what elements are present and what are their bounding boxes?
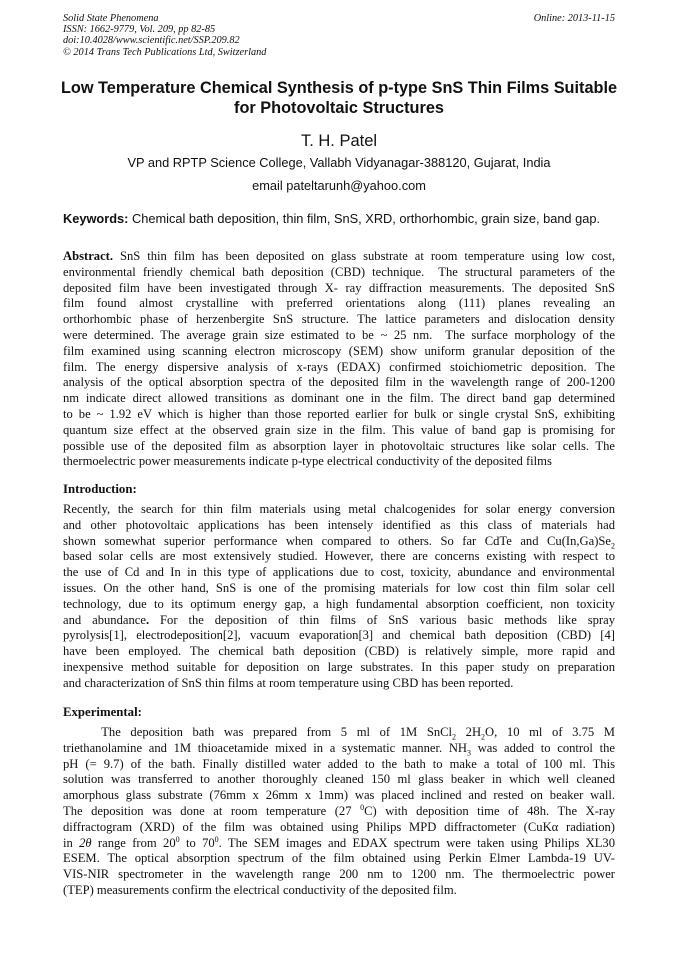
introduction-text: issues. On the other hand, SnS is one of the promising materials for low cost thin film solar cell: [63, 580, 615, 595]
abstract-text: orthorhombic phase of herzenbergite SnS structure. The lattice parameters and dislocation density: [63, 312, 615, 327]
introduction-text: the use of Cd and In in this type of applications due to cost, toxicity, abundance and environmental: [63, 565, 615, 580]
experimental-text: range from 20: [91, 835, 176, 850]
section-heading: Introduction:: [63, 482, 137, 496]
experimental-text: amorphous glass substrate (76mm x 26mm x 1mm) was placed inclined and rested on beaker wall.: [63, 788, 615, 803]
title-line: for Photovoltaic Structures: [234, 99, 444, 117]
experimental-text: The deposition bath was prepared from 5 ml of 1M SnCl: [63, 725, 453, 739]
experimental-text: VIS-NIR spectrometer in the wavelength range 200 nm to 1200 nm. The thermoelectric power: [63, 867, 615, 882]
paper-title: [40, 78, 638, 118]
abstract-label: Abstract.: [63, 249, 114, 263]
experimental-text: 0: [175, 834, 180, 844]
experimental-line: [63, 725, 615, 741]
email: email pateltarunh@yahoo.com: [252, 178, 426, 193]
keywords: [63, 211, 623, 227]
keywords-text: Chemical bath deposition, thin film, SnS, XRD, orthorhombic, grain size, band gap.: [128, 211, 601, 226]
experimental-line: [63, 867, 615, 883]
experimental-text: . The SEM images and EDAX spectrum were taken using Philips XL30: [218, 835, 616, 850]
abstract-text: to be ~ 1.92 eV which is higher than those reported earlier for bulk or single crystal SnS, exhibiting: [63, 406, 615, 421]
introduction-line: [63, 534, 615, 550]
experimental-body: [63, 725, 615, 899]
abstract-text: film examined using scanning electron microscopy (SEM) show uniform granular deposition of the: [63, 343, 615, 358]
abstract: [63, 249, 615, 470]
experimental-line: [63, 741, 615, 757]
abstract-line: [63, 312, 615, 328]
abstract-line: [63, 407, 615, 423]
abstract-text: environmental friendly chemical bath deposition (CBD) technique. The structural parameters of the: [63, 264, 615, 279]
experimental-text: ESEM. The optical absorption spectrum of the film obtained using Perkin Elmer Lambda-19 UV-: [63, 851, 615, 866]
author: T. H. Patel: [300, 132, 378, 150]
introduction-line: [63, 628, 615, 644]
experimental-line: [63, 788, 615, 804]
experimental-line: [63, 820, 615, 836]
doi: doi:10.4028/www.scientific.net/SSP.209.82: [63, 35, 240, 47]
abstract-text: SnS thin film has been deposited on glass substrate at room temperature using low cost,: [113, 249, 615, 263]
experimental-text: 2: [452, 732, 457, 742]
journal-header: [63, 13, 615, 58]
abstract-line: [63, 281, 615, 297]
experimental-text: solution was transferred to another thoroughly cleaned 150 ml glass beaker in which well cleaned: [63, 772, 615, 787]
experimental-text: diffractogram (XRD) of the film was obtained using Philips MPD diffractometer (CuKα radiation): [63, 819, 615, 834]
experimental-line: [63, 757, 615, 773]
journal-name: Solid State Phenomena: [63, 13, 159, 24]
experimental-text: in: [63, 835, 80, 850]
experimental-text: 2θ: [79, 835, 92, 850]
abstract-text: film found almost crystalline with preferred orientations along (111) planes revealing an: [63, 296, 615, 311]
experimental-text: O, 10 ml of 3.75 M: [485, 725, 615, 739]
introduction-text: based solar cells are most extensively studied. However, there are concerns existing with respect to: [63, 549, 615, 564]
experimental-text: to 70: [179, 835, 215, 850]
abstract-text: analysis of the optical absorption spectra of the deposited film in the wavelength range of 200-1200: [63, 375, 615, 390]
copyright: © 2014 Trans Tech Publications Ltd, Switzerland: [63, 46, 267, 58]
abstract-text: nm indicate direct allowed transitions as dominant one in the film. The direct band gap determined: [63, 391, 615, 406]
section-heading: Experimental:: [63, 705, 142, 719]
introduction-body: [63, 502, 615, 692]
title-line: Low Temperature Chemical Synthesis of p-type SnS Thin Films Suitable: [60, 79, 618, 97]
introduction-text: Recently, the search for thin film materials using metal chalcogenides for solar energy conversion: [63, 502, 615, 516]
introduction-section: [63, 481, 615, 692]
experimental-line: [63, 836, 615, 852]
introduction-text: technology, due to its optimum energy gap, a high fundamental absorption coefficient, non toxicity: [63, 596, 615, 611]
abstract-text: quantum size effect at the observed grain size in the film. This value of band gap is promising for: [63, 422, 615, 437]
abstract-text: deposited film have been investigated through X- ray diffraction measurements. The deposited SnS: [63, 280, 615, 295]
introduction-line: [63, 597, 615, 613]
abstract-line: [63, 360, 615, 376]
experimental-text: was added to control the: [471, 740, 615, 755]
experimental-text: 3: [467, 748, 472, 758]
experimental-line: [63, 851, 615, 867]
introduction-line: [63, 613, 615, 629]
experimental-line: [63, 883, 615, 899]
introduction-line: [63, 549, 615, 565]
abstract-line: [63, 439, 615, 455]
abstract-text: thermoelectric power measurements indicate p-type electrical conductivity of the deposited films: [63, 454, 552, 469]
affiliation: VP and RPTP Science College, Vallabh Vidyanagar-388120, Gujarat, India: [127, 155, 551, 170]
abstract-line: [63, 249, 615, 265]
introduction-text: pyrolysis[1], electrodeposition[2], vacuum evaporation[3] and chemical bath deposition (CBD) [4]: [63, 628, 615, 643]
experimental-text: 0: [360, 802, 365, 812]
abstract-text: film. The energy dispersive analysis of x-rays (EDAX) confirmed stoichiometric deposition. The: [63, 359, 615, 374]
abstract-line: [63, 344, 615, 360]
experimental-text: 0: [214, 834, 219, 844]
abstract-text: were determined. The average grain size estimated to be ~ 25 nm. The surface morphology of the: [63, 327, 615, 342]
experimental-text: 2H: [456, 725, 482, 739]
introduction-text: and abundance: [63, 612, 146, 627]
experimental-section: [63, 704, 615, 899]
introduction-line: [63, 660, 615, 676]
introduction-text: .: [145, 612, 150, 627]
introduction-text: and characterization of SnS thin films at room temperature using CBD has been reported.: [63, 675, 514, 690]
introduction-line: [63, 581, 615, 597]
abstract-line: [63, 265, 615, 281]
experimental-text: pH (= 9.7) of the bath. Finally distilled water added to the bath to make a total of 100 ml. This: [63, 756, 615, 771]
introduction-text: 2: [611, 541, 615, 551]
experimental-text: (TEP) measurements confirm the electrical conductivity of the deposited film.: [63, 882, 457, 897]
abstract-line: [63, 423, 615, 439]
abstract-line: [63, 375, 615, 391]
introduction-text: For the deposition of thin films of SnS various basic methods like spray: [149, 612, 615, 627]
introduction-line: [63, 565, 615, 581]
abstract-line: [63, 454, 615, 470]
abstract-line: [63, 296, 615, 312]
introduction-text: have been employed. The chemical bath deposition (CBD) is relatively simple, more rapid and: [63, 644, 615, 659]
introduction-text: and other photovoltaic applications has been intensely identified as this class of materials had: [63, 517, 615, 532]
introduction-text: shown somewhat superior performance when compared to others. So far CdTe and Cu(In,Ga)Se: [63, 533, 611, 548]
introduction-text: inexpensive method suitable for deposition on large substrates. In this paper study on preparation: [63, 659, 615, 674]
experimental-line: [63, 772, 615, 788]
experimental-text: The deposition was done at room temperature (27: [63, 803, 361, 818]
abstract-line: [63, 391, 615, 407]
experimental-text: C) with deposition time of 48h. The X-ray: [364, 803, 615, 818]
introduction-line: [63, 502, 615, 518]
abstract-text: possible use of the deposited film as absorption layer in photovoltaic structures like solar cells. The: [63, 438, 615, 453]
introduction-line: [63, 518, 615, 534]
online-date: Online: 2013-11-15: [533, 13, 615, 24]
experimental-text: triethanolamine and 1M thioacetamide mixed in a systematic manner. NH: [63, 740, 468, 755]
issn: ISSN: 1662-9779, Vol. 209, pp 82-85: [63, 24, 216, 36]
experimental-text: 2: [481, 732, 486, 742]
experimental-line: [63, 804, 615, 820]
introduction-line: [63, 644, 615, 660]
abstract-line: [63, 328, 615, 344]
introduction-line: [63, 676, 615, 692]
keywords-label: Keywords:: [63, 211, 129, 226]
